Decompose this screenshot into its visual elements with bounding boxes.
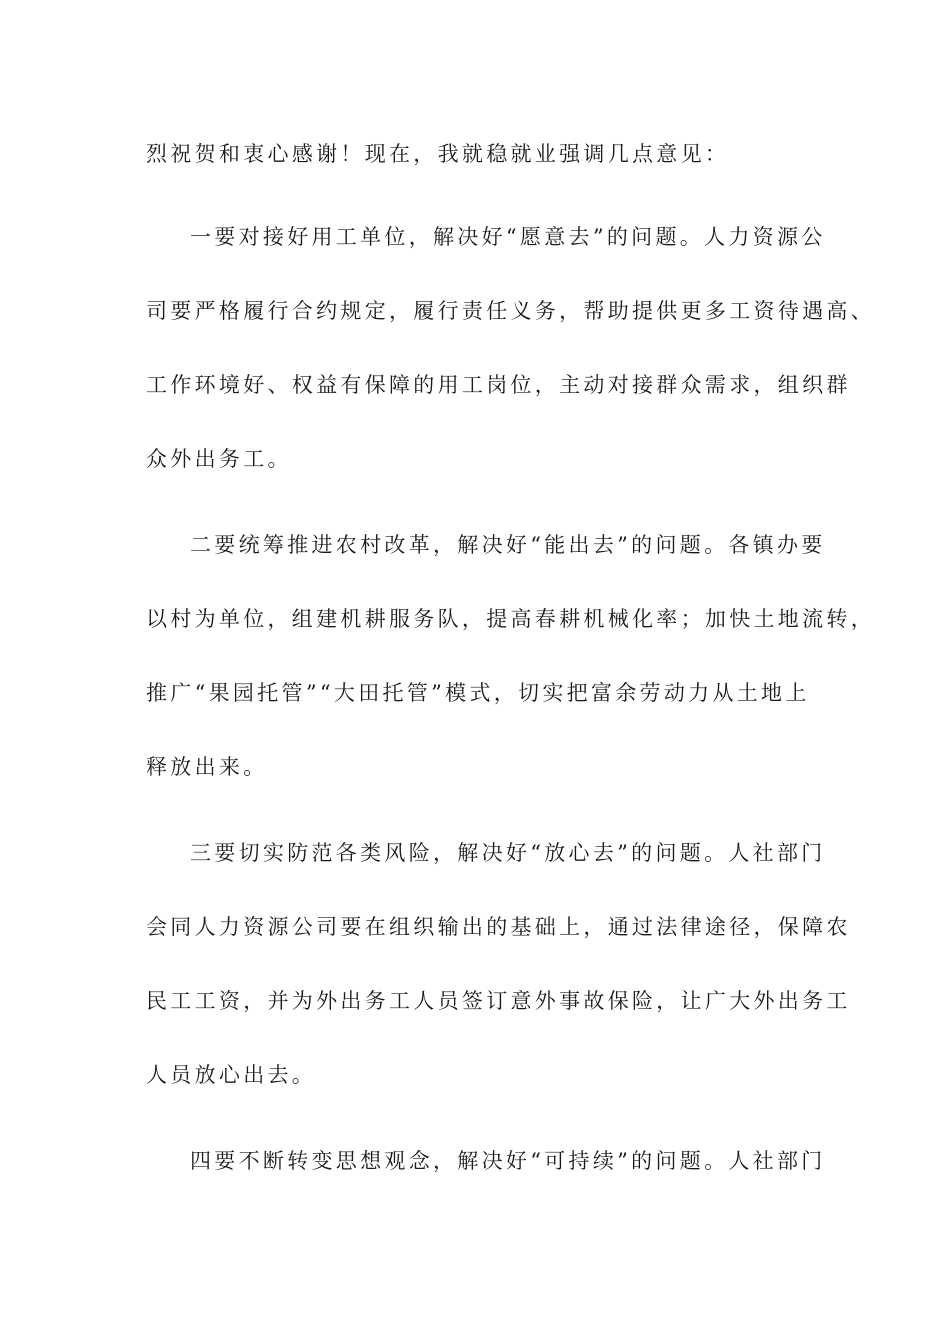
text-line: 司要严格履行合约规定，履行责任义务，帮助提供更多工资待遇高、 (146, 299, 875, 323)
text-line: 以村为单位，组建机耕服务队，提高春耕机械化率；加快土地流转， (146, 607, 875, 631)
paragraph-first-line: 一要对接好用工单位，解决好“愿意去”的问题。人力资源公 (190, 225, 826, 249)
text-line: 工作环境好、权益有保障的用工岗位，主动对接群众需求，组织群 (146, 373, 851, 397)
text-line: 推广“果园托管”“大田托管”模式，切实把富余劳动力从土地上 (146, 681, 810, 705)
paragraph-first-line: 四要不断转变思想观念，解决好“可持续”的问题。人社部门 (190, 1149, 826, 1173)
text-line: 烈祝贺和衷心感谢！现在，我就稳就业强调几点意见： (146, 142, 730, 166)
text-line: 民工工资，并为外出务工人员签订意外事故保险，让广大外出务工 (146, 989, 851, 1013)
paragraph-first-line: 二要统筹推进农村改革，解决好“能出去”的问题。各镇办要 (190, 533, 826, 557)
text-line: 人员放心出去。 (146, 1063, 317, 1087)
text-line: 众外出务工。 (146, 447, 292, 471)
text-line: 会同人力资源公司要在组织输出的基础上，通过法律途径，保障农 (146, 915, 851, 939)
text-line: 释放出来。 (146, 755, 268, 779)
paragraph-first-line: 三要切实防范各类风险，解决好“放心去”的问题。人社部门 (190, 841, 826, 865)
